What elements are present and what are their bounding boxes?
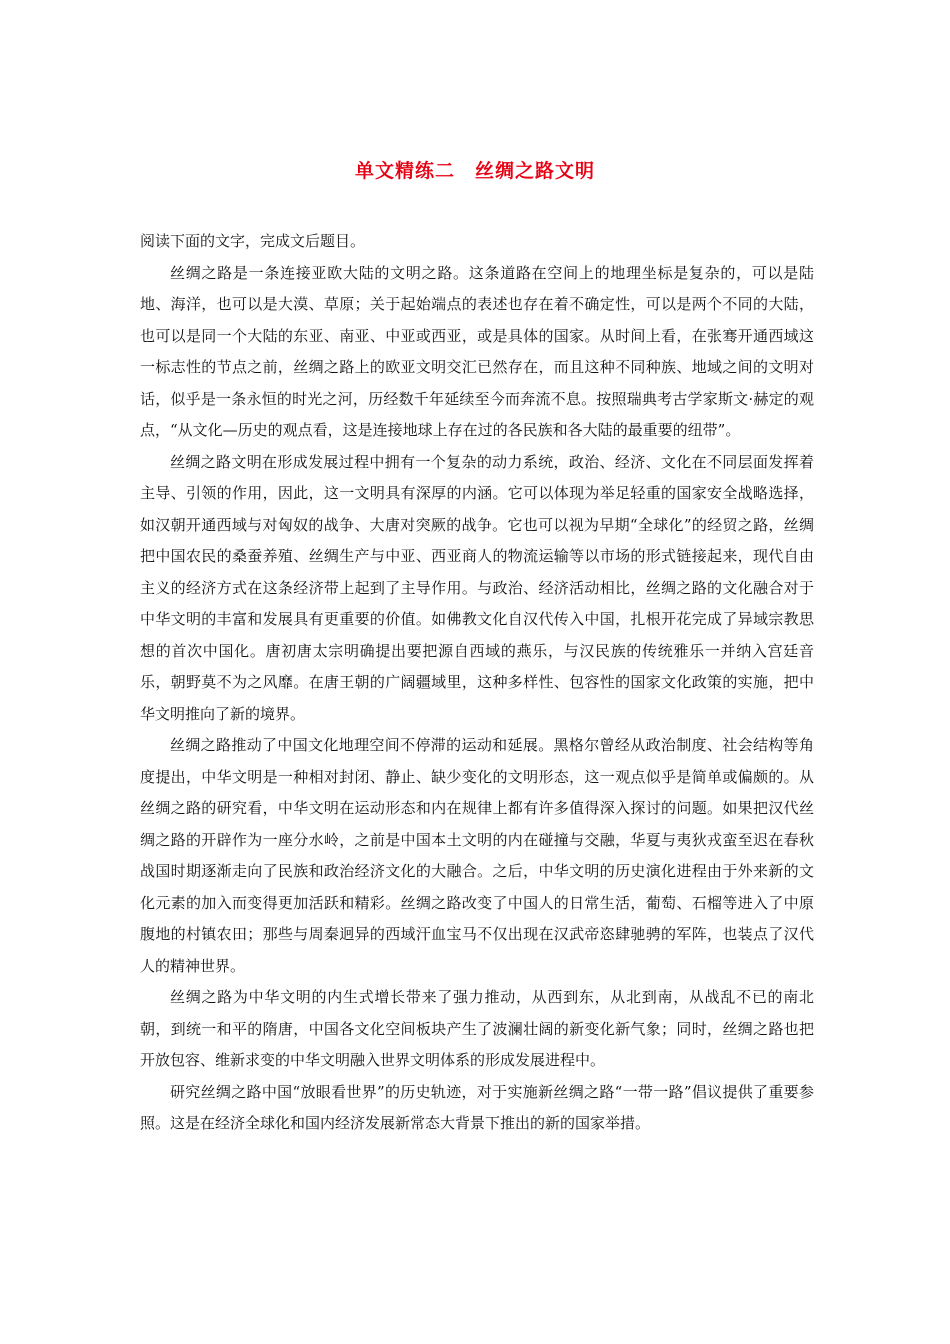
paragraph-2: 丝绸之路文明在形成发展过程中拥有一个复杂的动力系统，政治、经济、文化在不同层面发挥着主导、引领的作用，因此，这一文明具有深厚的内涵。它可以体现为举足轻重的国家安全战略选择，如汉朝开通西域与对匈奴的战争、大唐对突厥的战争。它也可以视为早期“全球化”的经贸之路，丝绸把中国农民的桑蚕养殖、丝绸生产与中亚、西亚商人的物流运输等以市场的形式链接起来，现代自由主义的经济方式在这条经济带上起到了主导作用。与政治、经济活动相比，丝绸之路的文化融合对于中华文明的丰富和发展具有更重要的价值。如佛教文化自汉代传入中国，扎根开花完成了异域宗教思想的首次中国化。唐初唐太宗明确提出要把源自西域的燕乐，与汉民族的传统雅乐一并纳入宫廷音乐，朝野莫不为之风靡。在唐王朝的广阔疆域里，这种多样性、包容性的国家文化政策的实施，把中华文明推向了新的境界。 (140, 452, 814, 723)
page-title: 单文精练二 丝绸之路文明 (354, 160, 595, 182)
reading-instruction: 阅读下面的文字，完成文后题目。 (140, 232, 366, 250)
paragraph-5: 研究丝绸之路中国“放眼看世界”的历史轨迹，对于实施新丝绸之路“一带一路”倡议提供了重要参照。这是在经济全球化和国内经济发展新常态大背景下推出的新的国家举措。 (140, 1082, 814, 1132)
paragraph-3: 丝绸之路推动了中国文化地理空间不停滞的运动和延展。黑格尔曾经从政治制度、社会结构等角度提出，中华文明是一种相对封闭、静止、缺少变化的文明形态，这一观点似乎是简单或偏颇的。从丝绸之路的研究看，中华文明在运动形态和内在规律上都有许多值得深入探讨的问题。如果把汉代丝绸之路的开辟作为一座分水岭，之前是中国本土文明的内在碰撞与交融，华夏与夷狄戎蛮至迟在春秋战国时期逐渐走向了民族和政治经济文化的大融合。之后，中华文明的历史演化进程由于外来新的文化元素的加入而变得更加活跃和精彩。丝绸之路改变了中国人的日常生活，葡萄、石榴等进入了中原腹地的村镇农田；那些与周秦迥异的西域汗血宝马不仅出现在汉武帝恣肆驰骋的军阵，也装点了汉代人的精神世界。 (140, 736, 814, 975)
paragraph-1: 丝绸之路是一条连接亚欧大陆的文明之路。这条道路在空间上的地理坐标是复杂的，可以是陆地、海洋，也可以是大漠、草原；关于起始端点的表述也存在着不确定性，可以是两个不同的大陆，也可以是同一个大陆的东亚、南亚、中亚或西亚，或是具体的国家。从时间上看，在张骞开通西域这一标志性的节点之前，丝绸之路上的欧亚文明交汇已然存在，而且这种不同种族、地域之间的文明对话，似乎是一条永恒的时光之河，历经数千年延续至今而奔流不息。按照瑞典考古学家斯文·赫定的观点，“从文化—历史的观点看，这是连接地球上存在过的各民族和各大陆的最重要的纽带”。 (140, 263, 814, 439)
paragraph-4: 丝绸之路为中华文明的内生式增长带来了强力推动，从西到东，从北到南，从战乱不已的南北朝，到统一和平的隋唐，中国各文化空间板块产生了波澜壮阔的新变化新气象；同时，丝绸之路也把开放包容、维新求变的中华文明融入世界文明体系的形成发展进程中。 (140, 988, 814, 1069)
article-body (140, 226, 814, 1140)
